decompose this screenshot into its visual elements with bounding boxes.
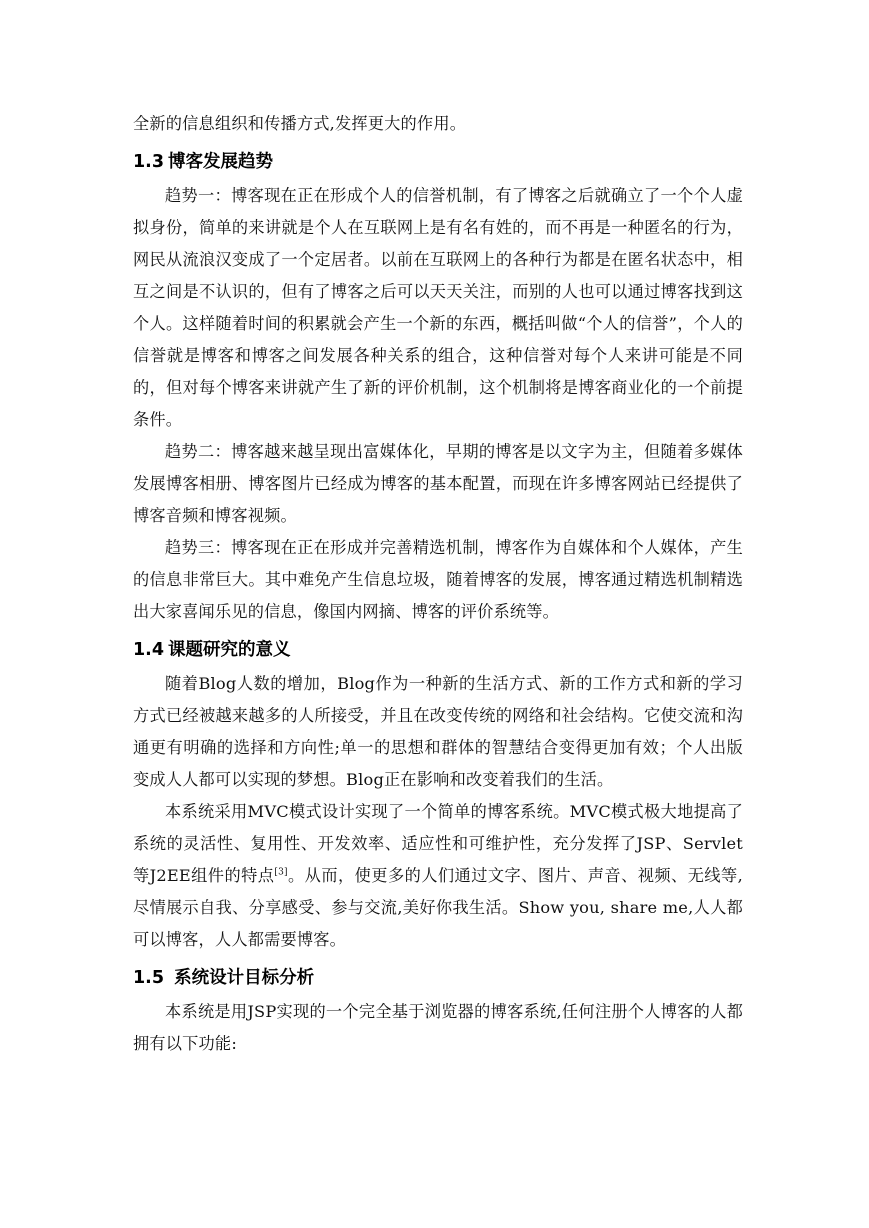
section-title: 课题研究的意义 xyxy=(168,640,291,660)
section-number: 1.5 xyxy=(133,968,165,988)
continuation-paragraph: 全新的信息组织和传播方式,发挥更大的作用。 xyxy=(133,114,467,133)
trend-one-paragraph: 趋势一：博客现在正在形成个人的信誉机制，有了博客之后就确立了一个个人虚拟身份，简单的来讲就是个人在互联网上是有名有姓的，而不再是一种匿名的行为，网民从流浪汉变成了一个定居者。以前在互联网上的各种行为都是在匿名状态中，相互之间是不认识的，但有了博客之后可以天天关注，而别的人也可以通过博客找到这个人。这样随着时间的积累就会产生一个新的东西，概括叫做“个人的信誉”，个人的信誉就是博客和博客之间发展各种关系的组合，这种信誉对每个人来讲可能是不同的，但对每个博客来讲就产生了新的评价机制，这个机制将是博客商业化的一个前提条件。 xyxy=(133,186,743,429)
section-heading-1-5 xyxy=(133,966,743,990)
section-title: 系统设计目标分析 xyxy=(174,968,315,988)
system-paragraph-text: 本系统采用MVC模式设计实现了一个简单的博客系统。MVC模式极大地提高了系统的灵活性、复用性、开发效率、适应性和可维护性，充分发挥了JSP、Servlet等J2EE组件的特点 xyxy=(133,802,743,885)
trend-three-paragraph: 趋势三：博客现在正在形成并完善精选机制，博客作为自媒体和个人媒体，产生的信息非常巨大。其中难免产生信息垃圾，随着博客的发展，博客通过精选机制精选出大家喜闻乐见的信息，像国内网摘、博客的评价系统等。 xyxy=(133,538,743,621)
citation-reference: [3] xyxy=(274,867,288,878)
document-page xyxy=(133,108,743,1060)
significance-paragraph: 随着Blog人数的增加，Blog作为一种新的生活方式、新的工作方式和新的学习方式已经被越来越多的人所接受，并且在改变传统的网络和社会结构。它使交流和沟通更有明确的选择和方向性;单一的思想和群体的智慧结合变得更加有效；个人出版变成人人都可以实现的梦想。Blog正在影响和改变着我们的生活。 xyxy=(133,674,743,789)
section-heading-1-3 xyxy=(133,150,743,174)
section-number: 1.3 xyxy=(133,152,165,172)
design-goal-paragraph: 本系统是用JSP实现的一个完全基于浏览器的博客系统,任何注册个人博客的人都拥有以下功能: xyxy=(133,1002,743,1053)
trend-two-paragraph: 趋势二：博客越来越呈现出富媒体化，早期的博客是以文字为主，但随着多媒体发展博客相册、博客图片已经成为博客的基本配置，而现在许多博客网站已经提供了博客音频和博客视频。 xyxy=(133,442,743,525)
system-paragraph xyxy=(133,796,743,956)
section-number: 1.4 xyxy=(133,640,165,660)
system-paragraph-text-cont: 。从而，使更多的人们通过文字、图片、声音、视频、无线等,尽情展示自我、分享感受、参与交流,美好你我生活。Show you, share me,人人都可以博客，人人都需要博客。 xyxy=(133,866,743,949)
section-heading-1-4 xyxy=(133,638,743,662)
section-title: 博客发展趋势 xyxy=(168,152,274,172)
